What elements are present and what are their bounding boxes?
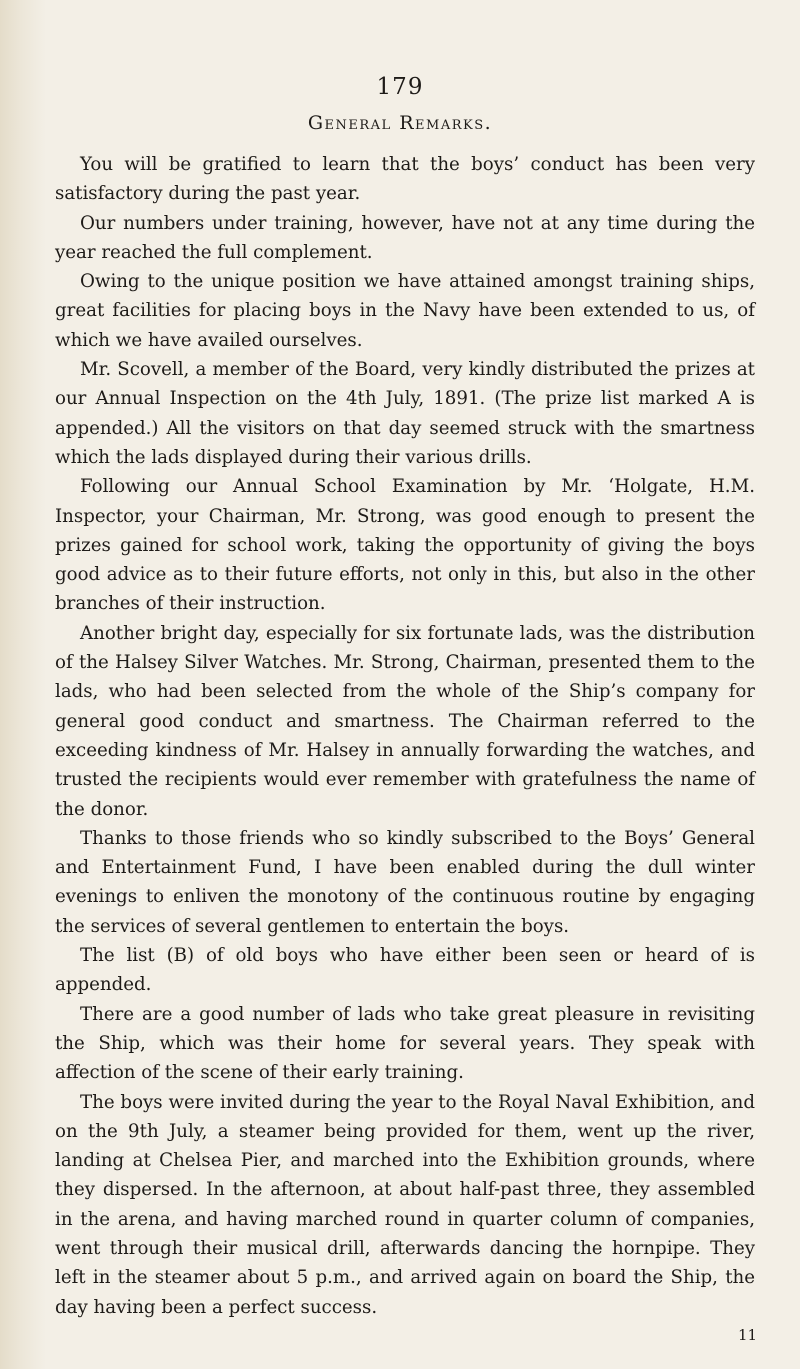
body-text bbox=[55, 150, 755, 1322]
signature-mark: 11 bbox=[738, 1326, 758, 1344]
paragraph: Our numbers under training, however, have not at any time during the year reached the full complement. bbox=[55, 212, 755, 263]
paragraph: The boys were invited during the year to the Royal Naval Exhibition, and on the 9th July, a steamer being provided for them, went up the river, landing at Chelsea Pier, and marched into the Exhibition grounds, where they dispersed. In the afternoon, at about half-past three, they assembled in the arena, and having marched round in quarter column of companies, went through their musical drill, afterwards dancing the hornpipe. They left in the steamer about 5 p.m., and arrived again on board the Ship, the day having been a perfect success. bbox=[55, 1091, 755, 1318]
page-number: 179 bbox=[376, 74, 424, 100]
paragraph: Thanks to those friends who so kindly subscribed to the Boys’ General and Entertainment Fund, I have been enabled during the dull winter evenings to enliven the monotony of the continuous routine by engaging the services of several gentlemen to entertain the boys. bbox=[55, 827, 755, 937]
section-heading: General Remarks. bbox=[307, 112, 493, 134]
paragraph: You will be gratified to learn that the boys’ conduct has been very satisfactory during the past year. bbox=[55, 154, 755, 205]
paragraph: Another bright day, especially for six fortunate lads, was the distribution of the Halsey Silver Watches. Mr. Strong, Chairman, presented them to the lads, who had been selected from the whole of the Ship’s company for general good conduct and smartness. The Chairman referred to the exceeding kindness of Mr. Halsey in annually forwarding the watches, and trusted the recipients would ever remember with gratefulness the name of the donor. bbox=[55, 622, 755, 820]
paragraph: Following our Annual School Examination by Mr. ‘Holgate, H.M. Inspector, your Chairman, Mr. Strong, was good enough to present the prizes gained for school work, taking the opportunity of giving the boys good advice as to their future efforts, not only in this, but also in the other branches of their instruction. bbox=[55, 476, 755, 615]
paragraph: The list (B) of old boys who have either been seen or heard of is appended. bbox=[55, 945, 755, 996]
paragraph: Mr. Scovell, a member of the Board, very kindly distributed the prizes at our Annual Inspection on the 4th July, 1891. (The prize list marked A is appended.) All the visitors on that day seemed struck with the smartness which the lads displayed during their various drills. bbox=[55, 359, 755, 468]
paragraph: Owing to the unique position we have attained amongst training ships, great facilities for placing boys in the Navy have been extended to us, of which we have availed ourselves. bbox=[55, 271, 755, 351]
paragraph: There are a good number of lads who take great pleasure in revisiting the Ship, which was their home for several years. They speak with affection of the scene of their early training. bbox=[55, 1003, 755, 1084]
